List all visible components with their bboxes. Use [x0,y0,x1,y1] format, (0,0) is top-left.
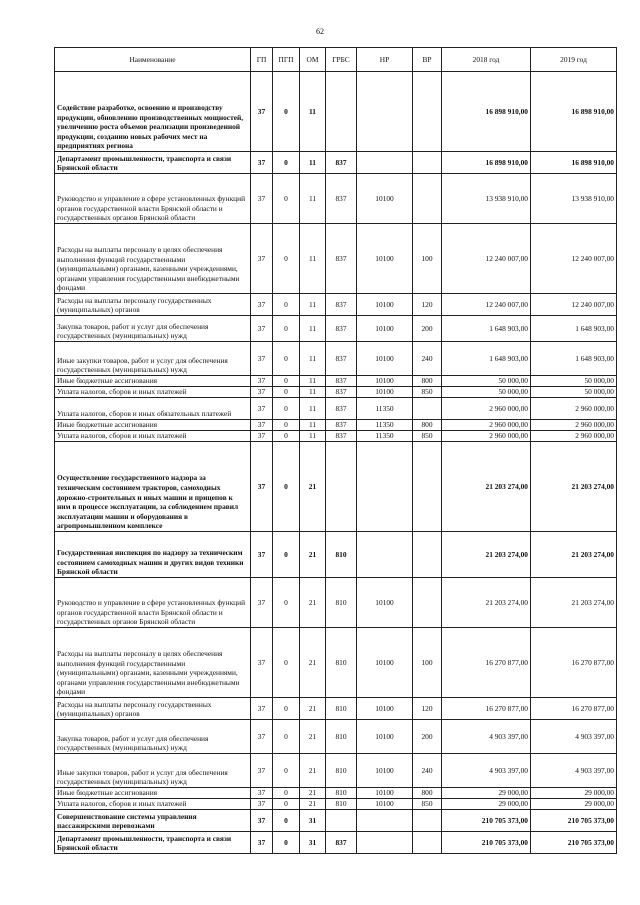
table-row [55,832,617,854]
cell-grbs: 837 [326,342,357,376]
cell-gp: 37 [251,152,273,174]
table-row [55,788,617,799]
cell-pgp: 0 [273,342,300,376]
cell-gp: 37 [251,442,273,532]
col-header-2018: 2018 год [442,48,531,72]
cell-y2018: 210 705 373,00 [442,810,531,832]
cell-y2018: 16 270 877,00 [442,628,531,698]
cell-np: 10100 [357,628,413,698]
cell-y2019: 16 898 910,00 [531,72,617,152]
cell-pgp: 0 [273,832,300,854]
cell-grbs: 837 [326,174,357,224]
table-row [55,342,617,376]
cell-name: Осуществление государственного надзора за техническим состоянием тракторов, самоходных дорожно-строительных и иных машин и прицепов к ним в процессе эксплуатации, за соблюдением правил эксплуатации машин и оборудования в агропромышленном комплексе [55,442,251,532]
col-header-vr: ВР [413,48,442,72]
cell-np: 10100 [357,754,413,788]
cell-name: Содействие разработке, освоению и производству продукции, обновлению производственных мощностей, увеличению роста объемов реализации произведенной продукции, созданию новых рабочих мест на предприятиях региона [55,72,251,152]
cell-om: 11 [300,387,326,398]
cell-np [357,810,413,832]
cell-np [357,532,413,578]
cell-vr [413,832,442,854]
cell-np: 10100 [357,224,413,294]
cell-grbs: 810 [326,799,357,810]
cell-np: 10100 [357,788,413,799]
cell-grbs: 837 [326,387,357,398]
cell-pgp: 0 [273,532,300,578]
cell-np: 10100 [357,376,413,387]
cell-y2019: 16 270 877,00 [531,628,617,698]
cell-y2019: 29 000,00 [531,788,617,799]
cell-vr: 240 [413,342,442,376]
cell-y2018: 16 898 910,00 [442,72,531,152]
cell-np: 11350 [357,431,413,442]
cell-om: 11 [300,316,326,342]
table-row [55,431,617,442]
cell-y2019: 2 960 000,00 [531,431,617,442]
cell-pgp: 0 [273,294,300,316]
cell-y2018: 1 648 903,00 [442,316,531,342]
cell-pgp: 0 [273,442,300,532]
cell-y2019: 4 903 397,00 [531,720,617,754]
cell-gp: 37 [251,342,273,376]
cell-om: 21 [300,578,326,628]
cell-pgp: 0 [273,788,300,799]
table-row [55,720,617,754]
cell-y2018: 21 203 274,00 [442,442,531,532]
cell-gp: 37 [251,799,273,810]
cell-gp: 37 [251,578,273,628]
cell-y2018: 210 705 373,00 [442,832,531,854]
cell-vr: 800 [413,420,442,431]
col-header-pgp: ПГП [273,48,300,72]
cell-pgp: 0 [273,431,300,442]
cell-om: 21 [300,720,326,754]
cell-y2018: 29 000,00 [442,788,531,799]
cell-gp: 37 [251,810,273,832]
cell-np: 11350 [357,398,413,420]
cell-np: 10100 [357,578,413,628]
cell-name: Иные закупки товаров, работ и услуг для обеспечения государственных (муниципальных) нужд [55,754,251,788]
table-row [55,754,617,788]
cell-gp: 37 [251,294,273,316]
cell-grbs: 837 [326,294,357,316]
cell-np [357,442,413,532]
cell-name: Государственная инспекция по надзору за техническим состоянием самоходных машин и других видов техники Брянской области [55,532,251,578]
cell-gp: 37 [251,788,273,799]
cell-grbs: 837 [326,398,357,420]
table-row [55,174,617,224]
cell-y2019: 12 240 007,00 [531,294,617,316]
cell-vr [413,152,442,174]
cell-pgp: 0 [273,398,300,420]
cell-name: Уплата налогов, сборов и иных платежей [55,431,251,442]
cell-grbs: 810 [326,628,357,698]
cell-grbs: 837 [326,316,357,342]
cell-np: 10100 [357,720,413,754]
cell-y2019: 50 000,00 [531,376,617,387]
cell-y2018: 50 000,00 [442,387,531,398]
cell-vr: 800 [413,788,442,799]
cell-name: Закупка товаров, работ и услуг для обеспечения государственных (муниципальных) нужд [55,316,251,342]
cell-grbs: 837 [326,376,357,387]
cell-name: Уплата налогов, сборов и иных платежей [55,799,251,810]
cell-name: Руководство и управление в сфере установленных функций органов государственной власти Брянской области и государственных органов Брянской области [55,578,251,628]
cell-pgp: 0 [273,152,300,174]
col-header-gp: ГП [251,48,273,72]
cell-om: 11 [300,376,326,387]
cell-y2019: 50 000,00 [531,387,617,398]
cell-y2019: 12 240 007,00 [531,224,617,294]
cell-y2019: 2 960 000,00 [531,398,617,420]
cell-np: 11350 [357,420,413,431]
cell-name: Уплата налогов, сборов и иных платежей [55,387,251,398]
cell-np: 10100 [357,294,413,316]
cell-y2019: 21 203 274,00 [531,532,617,578]
cell-grbs: 837 [326,420,357,431]
col-header-om: ОМ [300,48,326,72]
table-row [55,387,617,398]
cell-vr: 100 [413,628,442,698]
cell-gp: 37 [251,224,273,294]
cell-vr: 800 [413,376,442,387]
cell-name: Уплата налогов, сборов и иных обязательных платежей [55,398,251,420]
table-row [55,72,617,152]
cell-vr: 240 [413,754,442,788]
cell-vr: 200 [413,316,442,342]
cell-name: Руководство и управление в сфере установленных функций органов государственной власти Брянской области и государственных органов Брянской области [55,174,251,224]
cell-vr [413,578,442,628]
cell-om: 11 [300,152,326,174]
table-row [55,398,617,420]
table-row [55,799,617,810]
cell-y2018: 21 203 274,00 [442,578,531,628]
cell-om: 11 [300,224,326,294]
cell-name: Совершенствование системы управления пассажирскими перевозками [55,810,251,832]
cell-np [357,832,413,854]
table-row [55,316,617,342]
cell-np: 10100 [357,387,413,398]
cell-pgp: 0 [273,316,300,342]
cell-om: 21 [300,754,326,788]
cell-gp: 37 [251,72,273,152]
cell-om: 21 [300,442,326,532]
cell-grbs: 837 [326,431,357,442]
cell-name: Иные бюджетные ассигнования [55,420,251,431]
table-row [55,420,617,431]
cell-pgp: 0 [273,799,300,810]
cell-np: 10100 [357,698,413,720]
cell-vr: 120 [413,294,442,316]
cell-y2019: 210 705 373,00 [531,832,617,854]
cell-y2019: 1 648 903,00 [531,342,617,376]
cell-np: 10100 [357,799,413,810]
cell-grbs: 810 [326,578,357,628]
table-row [55,376,617,387]
cell-y2019: 13 938 910,00 [531,174,617,224]
cell-y2019: 29 000,00 [531,799,617,810]
cell-y2019: 21 203 274,00 [531,578,617,628]
cell-y2018: 1 648 903,00 [442,342,531,376]
cell-gp: 37 [251,316,273,342]
col-header-2019: 2019 год [531,48,617,72]
cell-y2019: 1 648 903,00 [531,316,617,342]
table-row [55,532,617,578]
cell-y2019: 21 203 274,00 [531,442,617,532]
cell-name: Департамент промышленности, транспорта и связи Брянской области [55,152,251,174]
cell-gp: 37 [251,628,273,698]
cell-om: 11 [300,294,326,316]
cell-y2019: 2 960 000,00 [531,420,617,431]
table-row [55,698,617,720]
cell-grbs: 810 [326,720,357,754]
cell-om: 11 [300,431,326,442]
cell-name: Иные бюджетные ассигнования [55,788,251,799]
cell-grbs [326,442,357,532]
cell-np: 10100 [357,342,413,376]
cell-y2019: 4 903 397,00 [531,754,617,788]
cell-vr: 200 [413,720,442,754]
cell-grbs [326,810,357,832]
cell-vr [413,442,442,532]
cell-name: Закупка товаров, работ и услуг для обеспечения государственных (муниципальных) нужд [55,720,251,754]
cell-grbs: 810 [326,754,357,788]
cell-pgp: 0 [273,720,300,754]
cell-np [357,152,413,174]
cell-pgp: 0 [273,72,300,152]
cell-np: 10100 [357,316,413,342]
cell-om: 11 [300,342,326,376]
cell-om: 31 [300,810,326,832]
cell-om: 11 [300,420,326,431]
cell-np: 10100 [357,174,413,224]
cell-vr [413,72,442,152]
cell-name: Расходы на выплаты персоналу в целях обеспечения выполнения функций государственными (муниципальными) органами, казенными учреждениями, органами управления государственными внебюджетными фондами [55,628,251,698]
col-header-name: Наименование [55,48,251,72]
cell-vr [413,810,442,832]
cell-vr: 850 [413,431,442,442]
cell-gp: 37 [251,720,273,754]
table-body [55,72,617,854]
page-number: 62 [316,27,324,36]
cell-np [357,72,413,152]
cell-y2018: 50 000,00 [442,376,531,387]
cell-gp: 37 [251,698,273,720]
cell-vr: 100 [413,224,442,294]
cell-om: 11 [300,398,326,420]
cell-y2018: 13 938 910,00 [442,174,531,224]
cell-grbs: 837 [326,224,357,294]
cell-grbs: 837 [326,152,357,174]
cell-vr: 850 [413,799,442,810]
cell-y2018: 2 960 000,00 [442,398,531,420]
cell-pgp: 0 [273,698,300,720]
cell-om: 11 [300,72,326,152]
cell-y2018: 2 960 000,00 [442,431,531,442]
cell-pgp: 0 [273,376,300,387]
cell-om: 21 [300,799,326,810]
cell-name: Расходы на выплаты персоналу государственных (муниципальных) органов [55,294,251,316]
cell-y2018: 4 903 397,00 [442,720,531,754]
cell-pgp: 0 [273,578,300,628]
cell-om: 21 [300,698,326,720]
cell-pgp: 0 [273,420,300,431]
cell-vr [413,398,442,420]
cell-grbs: 837 [326,832,357,854]
cell-y2019: 16 898 910,00 [531,152,617,174]
cell-pgp: 0 [273,754,300,788]
cell-gp: 37 [251,832,273,854]
cell-om: 31 [300,832,326,854]
cell-name: Расходы на выплаты персоналу государственных (муниципальных) органов [55,698,251,720]
col-header-grbs: ГРБС [326,48,357,72]
cell-y2018: 12 240 007,00 [442,224,531,294]
table-row [55,628,617,698]
cell-gp: 37 [251,420,273,431]
cell-gp: 37 [251,387,273,398]
cell-gp: 37 [251,532,273,578]
cell-vr: 850 [413,387,442,398]
table-row [55,442,617,532]
cell-name: Иные закупки товаров, работ и услуг для обеспечения государственных (муниципальных) нужд [55,342,251,376]
budget-table [54,47,617,854]
table-row [55,810,617,832]
table-row [55,294,617,316]
cell-y2019: 210 705 373,00 [531,810,617,832]
cell-y2018: 16 898 910,00 [442,152,531,174]
cell-gp: 37 [251,174,273,224]
table-header-row [55,48,617,72]
cell-gp: 37 [251,431,273,442]
cell-pgp: 0 [273,174,300,224]
cell-y2018: 29 000,00 [442,799,531,810]
cell-om: 21 [300,628,326,698]
cell-vr [413,174,442,224]
cell-gp: 37 [251,754,273,788]
cell-om: 11 [300,174,326,224]
cell-y2018: 16 270 877,00 [442,698,531,720]
cell-y2018: 21 203 274,00 [442,532,531,578]
cell-gp: 37 [251,398,273,420]
cell-pgp: 0 [273,387,300,398]
cell-pgp: 0 [273,810,300,832]
cell-om: 21 [300,788,326,799]
cell-grbs: 810 [326,788,357,799]
cell-y2018: 2 960 000,00 [442,420,531,431]
cell-name: Расходы на выплаты персоналу в целях обеспечения выполнения функций государственными (муниципальными) органами, казенными учреждениями, органами управления государственными внебюджетными фондами [55,224,251,294]
table-row [55,578,617,628]
cell-grbs: 810 [326,532,357,578]
cell-grbs: 810 [326,698,357,720]
cell-pgp: 0 [273,224,300,294]
cell-om: 21 [300,532,326,578]
table-row [55,224,617,294]
cell-y2018: 4 903 397,00 [442,754,531,788]
cell-pgp: 0 [273,628,300,698]
cell-name: Департамент промышленности, транспорта и связи Брянской области [55,832,251,854]
cell-name: Иные бюджетные ассигнования [55,376,251,387]
table-row [55,152,617,174]
cell-grbs [326,72,357,152]
cell-vr: 120 [413,698,442,720]
cell-gp: 37 [251,376,273,387]
cell-vr [413,532,442,578]
cell-y2019: 16 270 877,00 [531,698,617,720]
col-header-np: НР [357,48,413,72]
cell-y2018: 12 240 007,00 [442,294,531,316]
